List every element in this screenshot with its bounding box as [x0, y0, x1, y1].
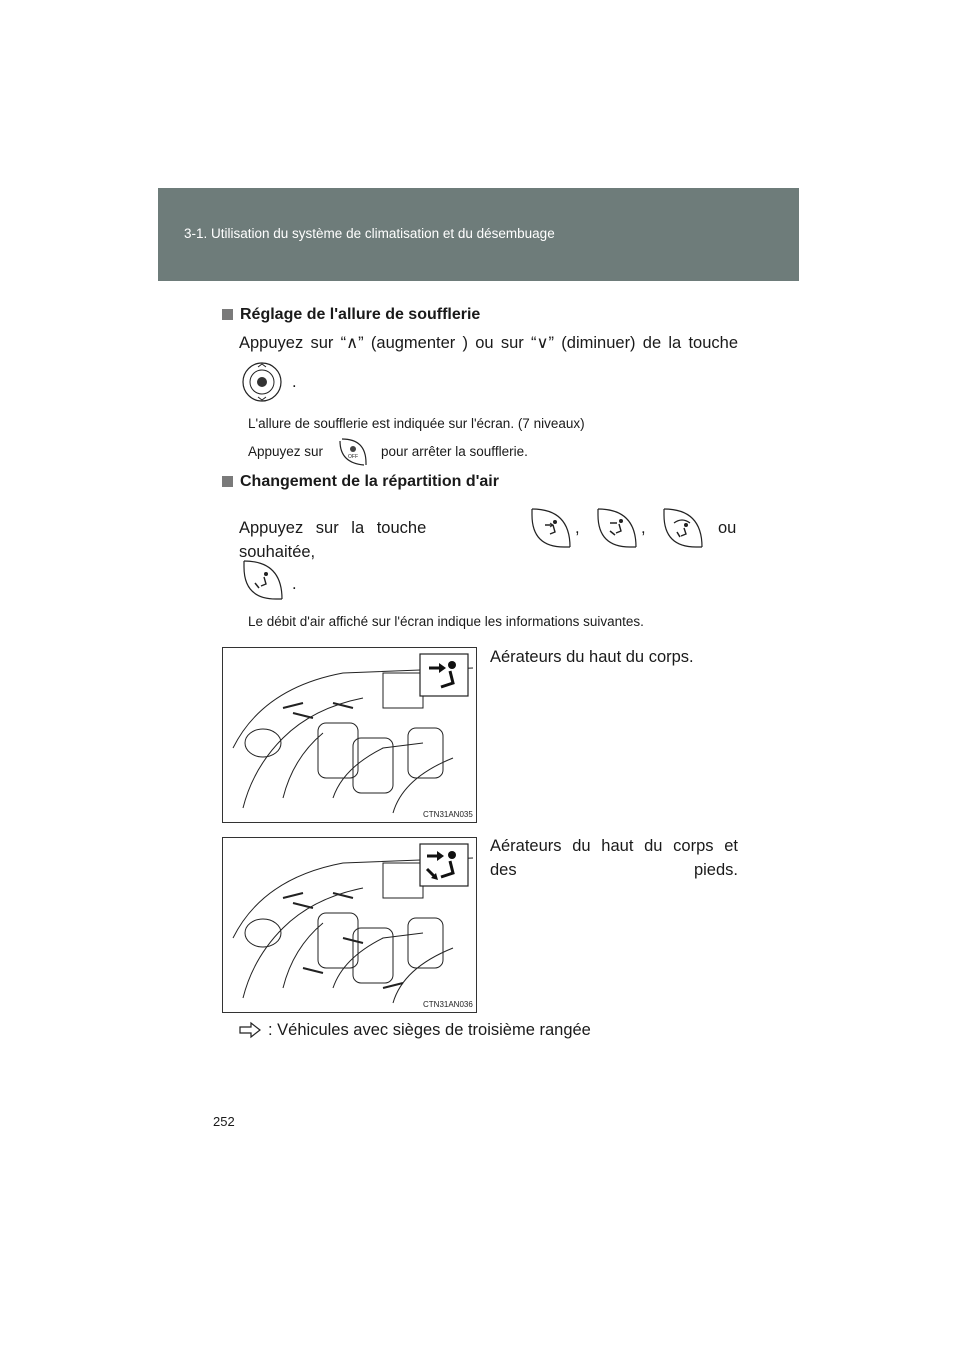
figure-caption-upper: Aérateurs du haut du corps. — [490, 648, 694, 666]
fan-speed-title: Réglage de l'allure de soufflerie — [240, 306, 481, 323]
section-title: 3-1. Utilisation du système de climatisation et du désembuage — [184, 226, 555, 241]
bi-level-mode-icon — [419, 843, 469, 887]
bi-level-button-icon — [594, 505, 640, 551]
bullet-square-icon — [222, 476, 233, 487]
period-text: . — [292, 575, 297, 593]
figure-caption-bilevel: Aérateurs du haut du corps et des pieds. — [490, 837, 738, 879]
fan-speed-dial-icon — [241, 361, 283, 403]
feet-defrost-button-icon — [240, 557, 286, 603]
svg-text:OFF: OFF — [348, 454, 358, 460]
face-vent-mode-icon — [419, 653, 469, 697]
fan-speed-instruction: Appuyez sur “∧” (augmenter ) ou sur “∨” (diminuer) de la touche — [239, 334, 738, 352]
legend-text: : Véhicules avec sièges de troisième rangée — [268, 1021, 591, 1039]
fan-speed-note: L'allure de soufflerie est indiquée sur l'écran. (7 niveaux) — [248, 416, 585, 431]
comma-separator: , — [575, 519, 580, 537]
airflow-title: Changement de la répartition d'air — [240, 473, 499, 490]
section-header — [158, 188, 799, 281]
fan-speed-heading — [222, 306, 480, 324]
airflow-note: Le débit d'air affiché sur l'écran indique les informations suivantes. — [248, 614, 644, 629]
page-number: 252 — [213, 1114, 235, 1129]
car-interior-illustration-upper — [222, 647, 477, 823]
comma-separator: , — [641, 519, 646, 537]
feet-button-icon — [660, 505, 706, 551]
fan-off-note-start: Appuyez sur — [248, 444, 324, 459]
fan-off-note-end: pour arrêter la soufflerie. — [381, 444, 528, 459]
figure-code: CTN31AN035 — [423, 810, 473, 819]
bullet-square-icon — [222, 309, 233, 320]
airflow-instruction: Appuyez sur la touche souhaitée, — [239, 519, 427, 561]
period-text: . — [292, 373, 297, 391]
figure-code: CTN31AN036 — [423, 1000, 473, 1009]
fan-off-button-icon — [336, 435, 370, 469]
face-vent-button-icon — [528, 505, 574, 551]
arrow-icon — [239, 1021, 261, 1039]
car-interior-illustration-bilevel — [222, 837, 477, 1013]
or-text: ou — [718, 519, 737, 537]
airflow-heading — [222, 473, 499, 491]
